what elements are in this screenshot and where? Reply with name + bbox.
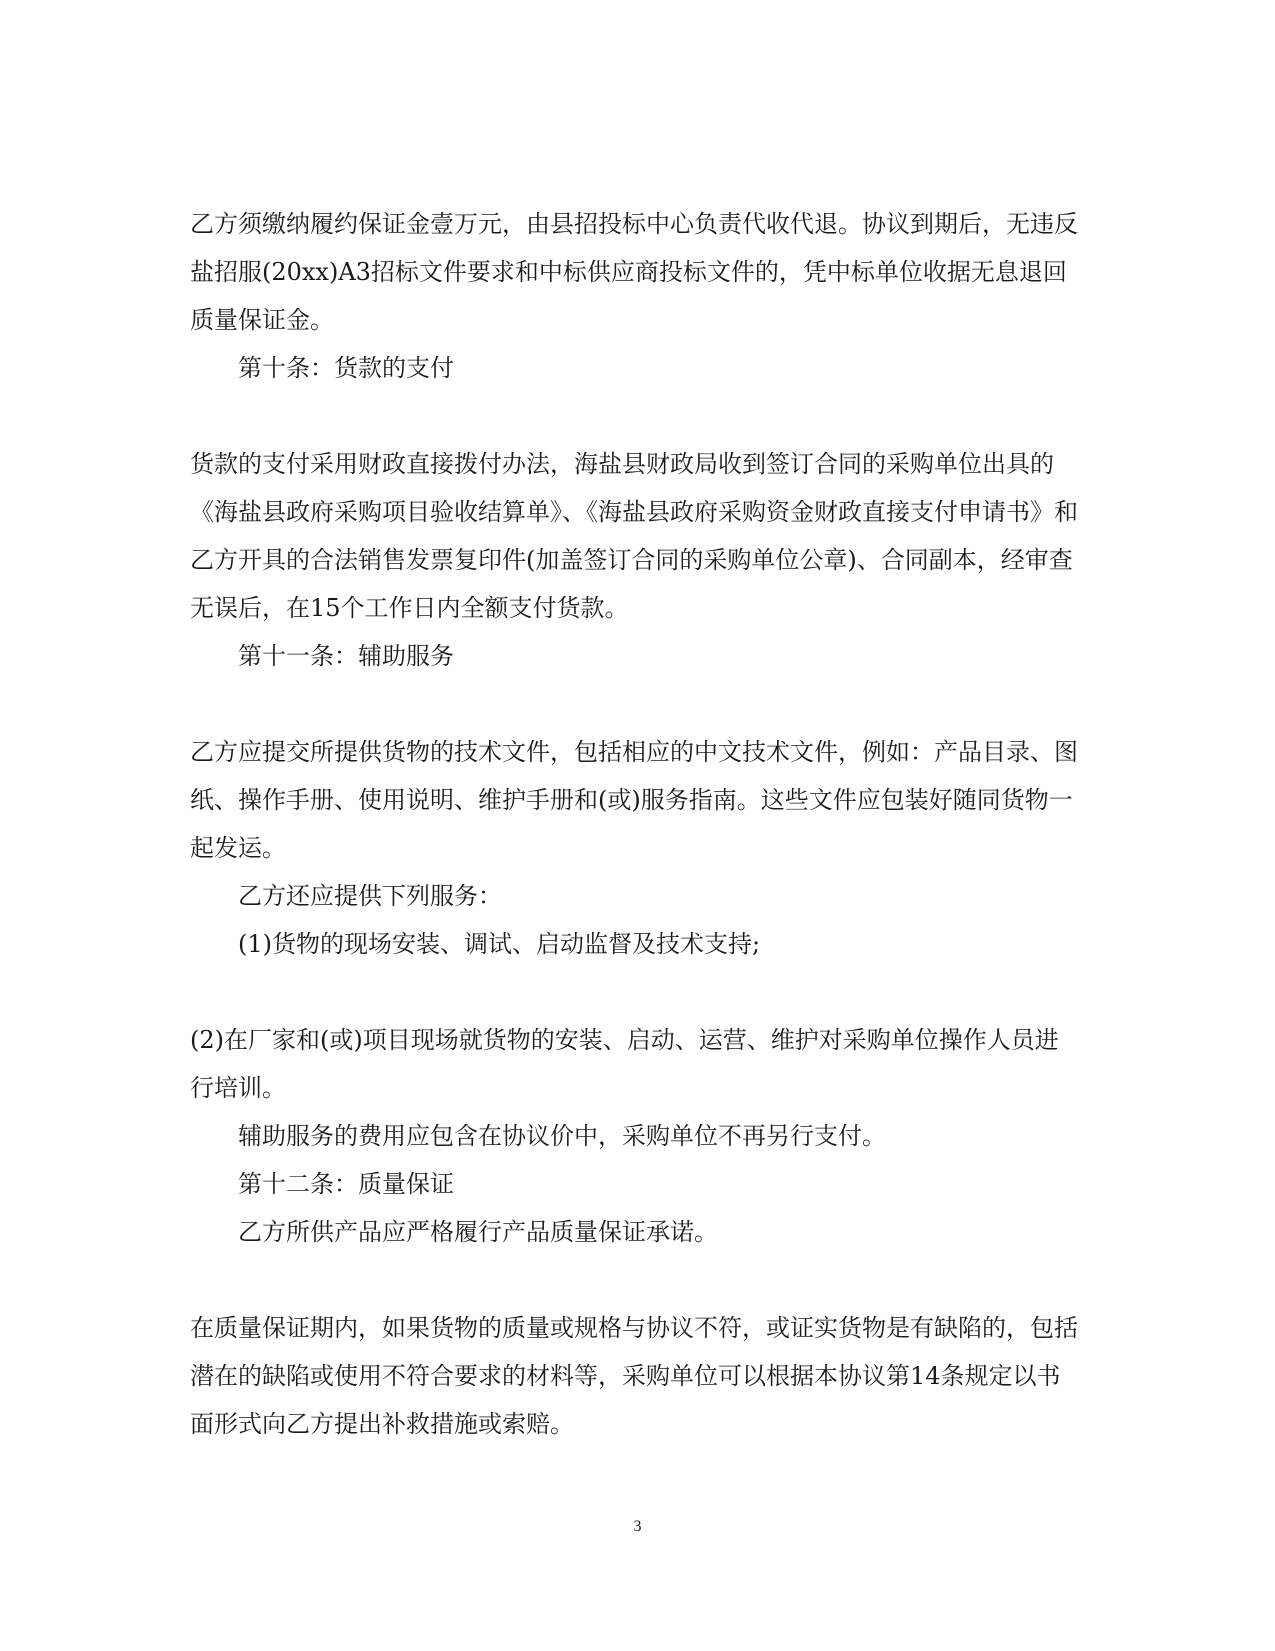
list-item-service-1: (1)货物的现场安装、调试、启动监督及技术支持; (238, 930, 761, 958)
paragraph-technical-documents: 乙方应提交所提供货物的技术文件，包括相应的中文技术文件，例如：产品目录、图纸、操作手册、使用说明、维护手册和(或)服务指南。这些文件应包装好随同货物一起发运。 (190, 738, 1078, 862)
paragraph-payment: 货款的支付采用财政直接拨付办法，海盐县财政局收到签订合同的采购单位出具的《海盐县政府采购项目验收结算单》、《海盐县政府采购资金财政直接支付申请书》和乙方开具的合法销售发票复印件(加盖签订合同的采购单位公章)、合同副本，经审查无误后，在15个工作日内全额支付货款。 (190, 450, 1078, 622)
paragraph-services-intro: 乙方还应提供下列服务： (238, 882, 502, 910)
heading-article-12: 第十二条：质量保证 (238, 1170, 454, 1198)
paragraph-warranty-claims: 在质量保证期内，如果货物的质量或规格与协议不符，或证实货物是有缺陷的，包括潜在的缺陷或使用不符合要求的材料等，采购单位可以根据本协议第14条规定以书面形式向乙方提出补救措施或索赔。 (190, 1314, 1078, 1438)
paragraph-service-fees: 辅助服务的费用应包含在协议价中，采购单位不再另行支付。 (238, 1122, 886, 1150)
heading-article-11: 第十一条：辅助服务 (238, 642, 454, 670)
paragraph-gap (190, 968, 1080, 1016)
paragraph-gap (190, 1256, 1080, 1304)
paragraph-gap (190, 680, 1080, 728)
document-body (190, 200, 1080, 1448)
heading-article-10: 第十条：货款的支付 (238, 354, 454, 382)
page-number: 3 (633, 1518, 642, 1535)
paragraph-deposit: 乙方须缴纳履约保证金壹万元，由县招投标中心负责代收代退。协议到期后，无违反盐招服(20xx)A3招标文件要求和中标供应商投标文件的，凭中标单位收据无息退回质量保证金。 (190, 210, 1078, 334)
paragraph-gap (190, 392, 1080, 440)
list-item-service-2: (2)在厂家和(或)项目现场就货物的安装、启动、运营、维护对采购单位操作人员进行培训。 (190, 1026, 1059, 1102)
paragraph-quality-commitment: 乙方所供产品应严格履行产品质量保证承诺。 (238, 1218, 718, 1246)
